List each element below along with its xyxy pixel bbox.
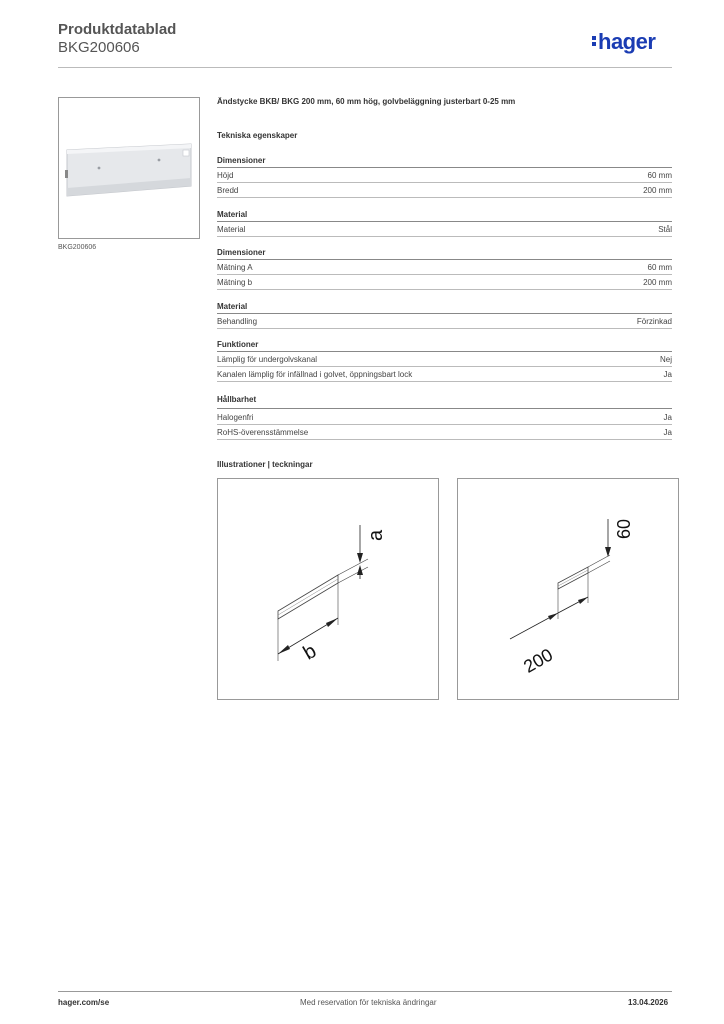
spec-value: 200 mm bbox=[643, 186, 672, 195]
row-divider bbox=[217, 328, 672, 329]
logo-text: hager bbox=[598, 29, 656, 54]
spec-key: Behandling bbox=[217, 317, 258, 326]
spec-value: Stål bbox=[658, 225, 672, 234]
spec-row bbox=[217, 275, 672, 290]
spec-row bbox=[217, 410, 672, 425]
row-divider bbox=[217, 289, 672, 290]
product-description: Ändstycke BKB/ BKG 200 mm, 60 mm hög, golvbeläggning justerbart 0-25 mm bbox=[217, 97, 516, 106]
footer-disclaimer: Med reservation för tekniska ändringar bbox=[300, 998, 437, 1007]
dimension-label-200: 200 bbox=[520, 644, 557, 677]
spec-key: Halogenfri bbox=[217, 413, 254, 422]
dimension-label-a: a bbox=[365, 529, 387, 541]
end-piece-photo-icon bbox=[59, 98, 199, 238]
spec-row bbox=[217, 314, 672, 329]
row-divider bbox=[217, 236, 672, 237]
group-title-material: Material bbox=[217, 210, 248, 219]
spec-key: Mätning A bbox=[217, 263, 253, 272]
group-title-material: Material bbox=[217, 302, 248, 311]
group-title-dimensions: Dimensioner bbox=[217, 248, 266, 257]
header-divider bbox=[58, 67, 672, 68]
hager-logo bbox=[592, 29, 655, 55]
document-title: Produktdatablad bbox=[58, 21, 177, 38]
spec-row bbox=[217, 168, 672, 183]
spec-key: Material bbox=[217, 225, 246, 234]
spec-value: 60 mm bbox=[647, 171, 672, 180]
spec-value: 200 mm bbox=[643, 278, 672, 287]
spec-key: Bredd bbox=[217, 186, 239, 195]
spec-value: Nej bbox=[659, 355, 672, 364]
spec-value: Ja bbox=[663, 370, 672, 379]
spec-value: 60 mm bbox=[647, 263, 672, 272]
dimension-drawing-b-svg bbox=[458, 479, 678, 699]
group-title-dimensions: Dimensioner bbox=[217, 156, 266, 165]
spec-value: Ja bbox=[663, 428, 672, 437]
logo-dots-icon bbox=[592, 34, 596, 48]
spec-row bbox=[217, 260, 672, 275]
row-divider bbox=[217, 197, 672, 198]
spec-row bbox=[217, 352, 672, 367]
row-divider bbox=[217, 381, 672, 382]
spec-value: Förzinkad bbox=[636, 317, 672, 326]
product-image bbox=[58, 97, 200, 239]
footer-website-link[interactable]: hager.com/se bbox=[58, 998, 110, 1007]
spec-row bbox=[217, 222, 672, 237]
dimension-drawing-b bbox=[457, 478, 679, 700]
spec-value: Ja bbox=[663, 413, 672, 422]
dimension-label-b: b bbox=[299, 639, 321, 665]
spec-key: Lämplig för undergolvskanal bbox=[217, 355, 318, 364]
spec-row bbox=[217, 183, 672, 198]
illustrations-heading: Illustrationer | teckningar bbox=[217, 460, 313, 469]
spec-key: Mätning b bbox=[217, 278, 253, 287]
dimension-drawing-a-svg bbox=[218, 479, 438, 699]
group-divider bbox=[217, 408, 672, 409]
spec-key: Kanalen lämplig för infällnad i golvet, öppningsbart lock bbox=[217, 370, 413, 379]
tech-properties-heading: Tekniska egenskaper bbox=[217, 131, 298, 140]
dimension-drawing-a bbox=[217, 478, 439, 700]
group-title-sustainability: Hållbarhet bbox=[217, 395, 257, 404]
product-code: BKG200606 bbox=[58, 39, 140, 56]
spec-row bbox=[217, 367, 672, 382]
group-title-functions: Funktioner bbox=[217, 340, 259, 349]
dimension-label-60: 60 bbox=[614, 518, 634, 539]
footer-date: 13.04.2026 bbox=[628, 998, 669, 1007]
image-caption: BKG200606 bbox=[58, 244, 97, 251]
spec-key: RoHS-överensstämmelse bbox=[217, 428, 309, 437]
spec-row bbox=[217, 425, 672, 440]
row-divider bbox=[217, 439, 672, 440]
spec-key: Höjd bbox=[217, 171, 234, 180]
footer-divider bbox=[58, 991, 672, 992]
